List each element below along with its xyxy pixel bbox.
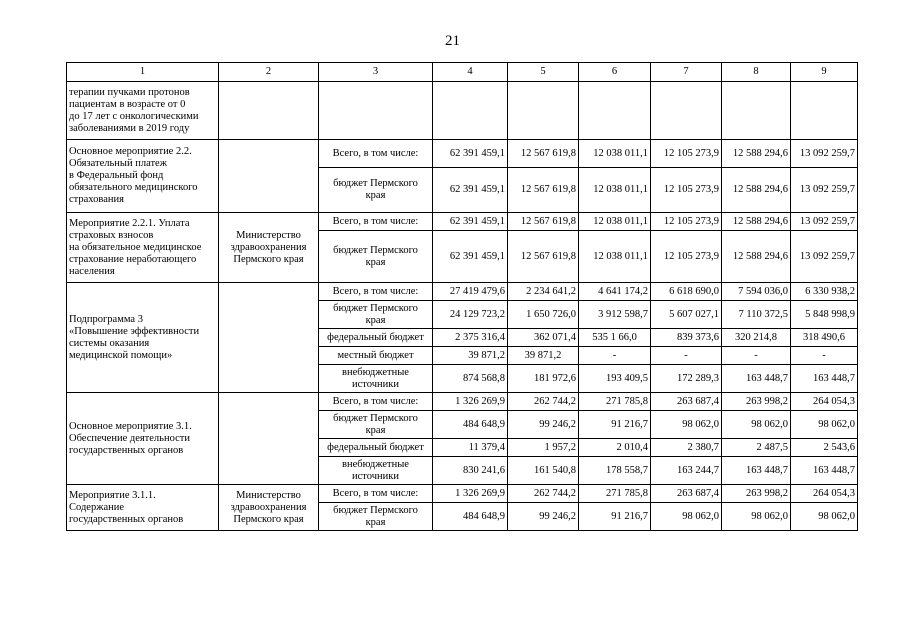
value-cell	[433, 82, 508, 140]
value-cell: 262 744,2	[508, 485, 579, 503]
value-cell: 12 567 619,8	[508, 213, 579, 231]
header-cell-7: 7	[651, 63, 722, 82]
value-cell: 11 379,4	[433, 439, 508, 457]
value-cell: 12 567 619,8	[508, 140, 579, 168]
value-cell: 3 912 598,7	[579, 301, 651, 329]
activity-name-cell: Основное мероприятие 3.1. Обеспечение деятельности государственных органов	[67, 393, 219, 485]
value-cell: 13 092 259,7	[791, 168, 858, 213]
page-number: 21	[445, 33, 460, 49]
table-body	[67, 63, 858, 531]
table-row	[67, 82, 858, 140]
value-cell: 13 092 259,7	[791, 213, 858, 231]
value-cell	[579, 82, 651, 140]
executor-cell	[219, 283, 319, 393]
value-cell	[508, 82, 579, 140]
value-cell: 12 038 011,1	[579, 168, 651, 213]
value-cell: 12 588 294,6	[722, 140, 791, 168]
value-cell: 7 594 036,0	[722, 283, 791, 301]
value-cell: 263 998,2	[722, 393, 791, 411]
value-cell: 2 375 316,4	[433, 329, 508, 347]
executor-cell: Министерство здравоохранения Пермского края	[219, 213, 319, 283]
funding-source-cell: Всего, в том числе:	[319, 393, 433, 411]
value-cell: 98 062,0	[722, 411, 791, 439]
value-cell: -	[579, 347, 651, 365]
value-cell: 264 054,3	[791, 393, 858, 411]
value-cell: 98 062,0	[651, 411, 722, 439]
value-cell: 12 105 273,9	[651, 213, 722, 231]
value-cell: 163 244,7	[651, 457, 722, 485]
table-row	[67, 393, 858, 411]
value-cell: 181 972,6	[508, 365, 579, 393]
value-cell: 2 010,4	[579, 439, 651, 457]
value-cell: 362 071,4	[508, 329, 579, 347]
value-cell: -	[722, 347, 791, 365]
value-cell: 12 105 273,9	[651, 231, 722, 283]
header-cell-6: 6	[579, 63, 651, 82]
value-cell: 13 092 259,7	[791, 231, 858, 283]
value-cell: 5 607 027,1	[651, 301, 722, 329]
value-cell: 12 105 273,9	[651, 140, 722, 168]
funding-source-cell: Всего, в том числе:	[319, 213, 433, 231]
funding-source-cell: Всего, в том числе:	[319, 485, 433, 503]
funding-source-cell: местный бюджет	[319, 347, 433, 365]
funding-source-cell: бюджет Пермского края	[319, 168, 433, 213]
value-cell: 2 234 641,2	[508, 283, 579, 301]
header-cell-8: 8	[722, 63, 791, 82]
header-cell-3: 3	[319, 63, 433, 82]
value-cell: 271 785,8	[579, 485, 651, 503]
value-cell: 91 216,7	[579, 503, 651, 531]
table-row	[67, 485, 858, 503]
funding-source-cell: бюджет Пермского края	[319, 411, 433, 439]
value-cell: 263 998,2	[722, 485, 791, 503]
value-cell: 91 216,7	[579, 411, 651, 439]
value-cell: 7 110 372,5	[722, 301, 791, 329]
value-cell: 5 848 998,9	[791, 301, 858, 329]
header-cell-5: 5	[508, 63, 579, 82]
table-row	[67, 213, 858, 231]
value-cell: 12 588 294,6	[722, 168, 791, 213]
value-cell: 6 330 938,2	[791, 283, 858, 301]
executor-cell	[219, 393, 319, 485]
value-cell: -	[651, 347, 722, 365]
value-cell: 12 038 011,1	[579, 213, 651, 231]
value-cell: 98 062,0	[791, 411, 858, 439]
header-row	[67, 63, 858, 82]
value-cell: 1 650 726,0	[508, 301, 579, 329]
value-cell: 99 246,2	[508, 503, 579, 531]
value-cell: 839 373,6	[651, 329, 722, 347]
activity-name-cell: Мероприятие 3.1.1. Содержание государственных органов	[67, 485, 219, 531]
value-cell: 98 062,0	[722, 503, 791, 531]
value-cell: 163 448,7	[791, 457, 858, 485]
value-cell: 24 129 723,2	[433, 301, 508, 329]
value-cell: 263 687,4	[651, 485, 722, 503]
activity-name-cell: Мероприятие 2.2.1. Уплата страховых взносов на обязательное медицинское страхование неработающего населения	[67, 213, 219, 283]
value-cell: 535 1 66,0	[579, 329, 651, 347]
value-cell: 12 588 294,6	[722, 231, 791, 283]
funding-source-cell: бюджет Пермского края	[319, 231, 433, 283]
value-cell: 62 391 459,1	[433, 140, 508, 168]
table-row	[67, 140, 858, 168]
value-cell: 6 618 690,0	[651, 283, 722, 301]
value-cell: 2 543,6	[791, 439, 858, 457]
value-cell: 62 391 459,1	[433, 231, 508, 283]
executor-cell	[219, 82, 319, 140]
value-cell: 12 105 273,9	[651, 168, 722, 213]
table-row	[67, 283, 858, 301]
value-cell: 1 326 269,9	[433, 485, 508, 503]
funding-source-cell: бюджет Пермского края	[319, 301, 433, 329]
value-cell: 830 241,6	[433, 457, 508, 485]
value-cell: 2 487,5	[722, 439, 791, 457]
funding-source-cell: федеральный бюджет	[319, 329, 433, 347]
value-cell: 2 380,7	[651, 439, 722, 457]
executor-cell	[219, 140, 319, 213]
value-cell: 27 419 479,6	[433, 283, 508, 301]
value-cell: 98 062,0	[791, 503, 858, 531]
header-cell-1: 1	[67, 63, 219, 82]
value-cell: 99 246,2	[508, 411, 579, 439]
value-cell: 163 448,7	[791, 365, 858, 393]
funding-source-cell: федеральный бюджет	[319, 439, 433, 457]
activity-name-cell: Основное мероприятие 2.2. Обязательный платеж в Федеральный фонд обязательного медицинского страхования	[67, 140, 219, 213]
value-cell: 874 568,8	[433, 365, 508, 393]
activity-name-cell: терапии пучками протонов пациентам в возрасте от 0 до 17 лет с онкологическими заболеваниями в 2019 году	[67, 82, 219, 140]
value-cell: 163 448,7	[722, 365, 791, 393]
value-cell: 98 062,0	[651, 503, 722, 531]
header-cell-4: 4	[433, 63, 508, 82]
value-cell: 62 391 459,1	[433, 168, 508, 213]
value-cell: -	[791, 347, 858, 365]
value-cell	[722, 82, 791, 140]
value-cell: 193 409,5	[579, 365, 651, 393]
value-cell: 178 558,7	[579, 457, 651, 485]
activity-name-cell: Подпрограмма 3 «Повышение эффективности системы оказания медицинской помощи»	[67, 283, 219, 393]
value-cell: 13 092 259,7	[791, 140, 858, 168]
value-cell: 12 038 011,1	[579, 231, 651, 283]
value-cell: 484 648,9	[433, 503, 508, 531]
value-cell: 12 567 619,8	[508, 231, 579, 283]
budget-table	[66, 62, 858, 531]
value-cell: 484 648,9	[433, 411, 508, 439]
header-cell-2: 2	[219, 63, 319, 82]
funding-source-cell: внебюджетные источники	[319, 457, 433, 485]
executor-cell: Министерство здравоохранения Пермского края	[219, 485, 319, 531]
value-cell: 1 957,2	[508, 439, 579, 457]
funding-source-cell	[319, 82, 433, 140]
value-cell: 318 490,6	[791, 329, 858, 347]
value-cell: 320 214,8	[722, 329, 791, 347]
value-cell: 39 871,2	[508, 347, 579, 365]
value-cell: 161 540,8	[508, 457, 579, 485]
value-cell	[791, 82, 858, 140]
value-cell: 39 871,2	[433, 347, 508, 365]
funding-source-cell: Всего, в том числе:	[319, 140, 433, 168]
value-cell: 12 038 011,1	[579, 140, 651, 168]
funding-source-cell: Всего, в том числе:	[319, 283, 433, 301]
value-cell	[651, 82, 722, 140]
value-cell: 62 391 459,1	[433, 213, 508, 231]
funding-source-cell: внебюджетные источники	[319, 365, 433, 393]
value-cell: 4 641 174,2	[579, 283, 651, 301]
value-cell: 172 289,3	[651, 365, 722, 393]
value-cell: 271 785,8	[579, 393, 651, 411]
value-cell: 12 567 619,8	[508, 168, 579, 213]
value-cell: 263 687,4	[651, 393, 722, 411]
value-cell: 163 448,7	[722, 457, 791, 485]
value-cell: 262 744,2	[508, 393, 579, 411]
funding-source-cell: бюджет Пермского края	[319, 503, 433, 531]
value-cell: 264 054,3	[791, 485, 858, 503]
value-cell: 12 588 294,6	[722, 213, 791, 231]
header-cell-9: 9	[791, 63, 858, 82]
value-cell: 1 326 269,9	[433, 393, 508, 411]
